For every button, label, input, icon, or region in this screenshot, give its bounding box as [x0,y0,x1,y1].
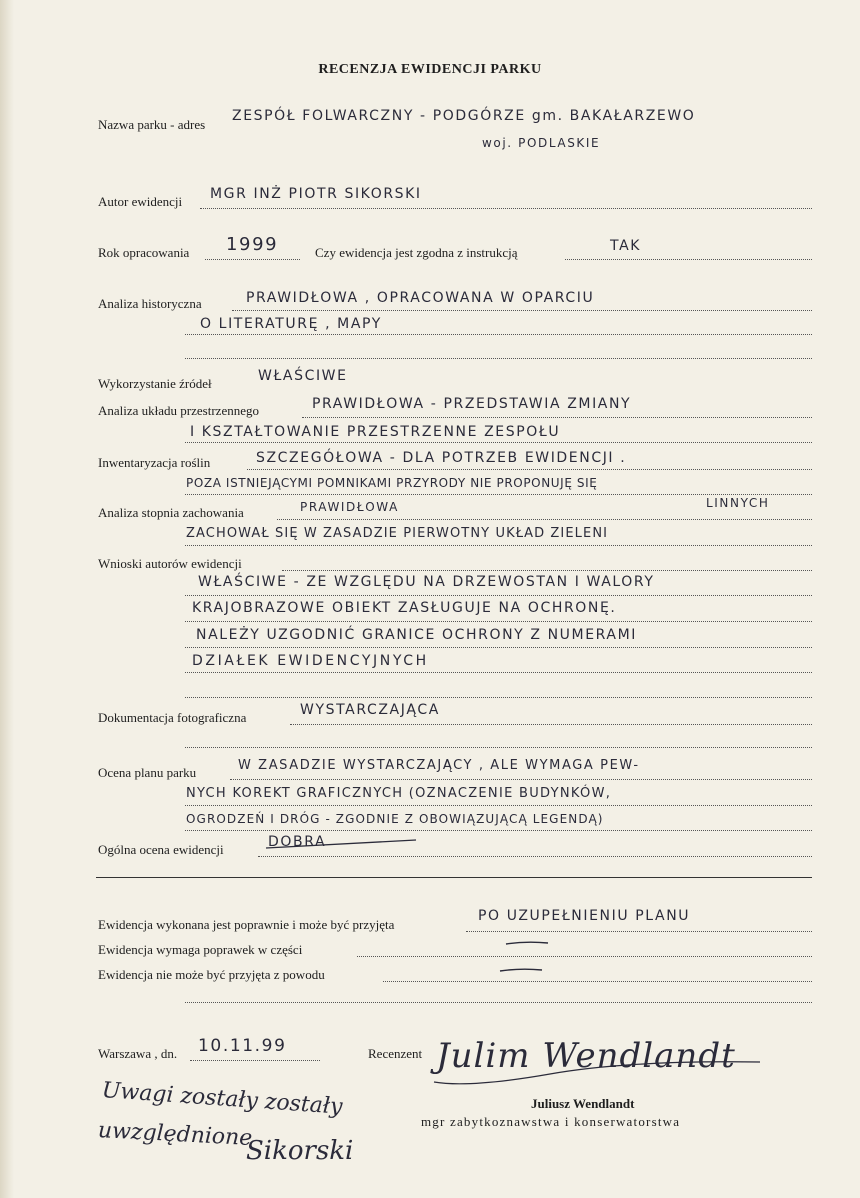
conclusions-line-3 [185,647,812,648]
plan-line-2 [185,805,812,806]
accepted-line [466,931,812,932]
corrections-line [357,956,812,957]
conclusions-line-0 [282,570,812,571]
historical-line-3 [185,358,812,359]
photo-doc-line-1 [290,724,812,725]
handwritten-note-line-2: uwzględnione [97,1118,253,1152]
rejected-line-2 [185,1002,812,1003]
conclusions-value-1: WŁAŚCIWE - ZE WZGLĘDU NA DRZEWOSTAN I WALORY [198,574,655,590]
photo-doc-line-2 [185,747,812,748]
conclusions-line-5 [185,697,812,698]
accepted-value: PO UZUPEŁNIENIU PLANU [478,908,691,924]
overall-value: DOBRA [268,834,327,850]
dash-mark-1 [504,936,550,952]
reviewer-name: Juliusz Wendlandt [531,1096,635,1111]
preservation-value-1b: LINNYCH [706,496,770,510]
plan-assessment-value-3: OGRODZEŃ I DRÓG - ZGODNIE Z OBOWIĄZUJĄCĄ LEGENDĄ) [186,812,604,826]
park-name-label: Nazwa parku - adres [98,117,206,132]
plan-assessment-label: Ocena planu parku [98,765,197,780]
historical-analysis-value-2: O LITERATURĘ , MAPY [200,316,382,332]
conclusions-line-4 [185,672,812,673]
preservation-value-2: ZACHOWAŁ SIĘ W ZASADZIE PIERWOTNY UKŁAD ZIELENI [186,526,609,541]
park-voivodeship-value: woj. PODLASKIE [482,136,601,150]
divider-line [96,877,812,878]
spatial-analysis-label: Analiza układu przestrzennego [98,403,259,418]
historical-line-1 [232,310,812,311]
spatial-analysis-value-1: PRAWIDŁOWA - PRZEDSTAWIA ZMIANY [312,396,632,412]
plan-assessment-value-1: W ZASADZIE WYSTARCZAJĄCY , ALE WYMAGA PEW- [238,758,640,773]
author-dotted-line [200,208,812,209]
sources-value: WŁAŚCIWE [258,368,348,384]
plan-line-3 [185,830,812,831]
accepted-label: Ewidencja wykonana jest poprawnie i może być przyjęta [98,917,395,932]
conclusions-label: Wnioski autorów ewidencji [98,556,242,571]
handwritten-note-line-1: Uwagi zostały zostały [101,1078,344,1120]
author-signature: Sikorski [246,1136,354,1166]
reviewer-label: Recenzent [368,1046,423,1061]
historical-analysis-label: Analiza historyczna [98,296,202,311]
dash-mark-2 [498,963,544,979]
plant-inventory-value-2: POZA ISTNIEJĄCYMI POMNIKAMI PRZYRODY NIE PROPONUJĘ SIĘ [186,476,598,490]
plant-inventory-value-1: SZCZEGÓŁOWA - DLA POTRZEB EWIDENCJI . [256,450,627,466]
strike-scribble [262,836,422,854]
reviewer-signature: Julim Wendlandt [436,1036,736,1076]
photo-doc-value: WYSTARCZAJĄCA [300,702,440,718]
park-name-value: ZESPÓŁ FOLWARCZNY - PODGÓRZE gm. BAKAŁARZEWO [232,108,696,124]
spatial-analysis-value-2: I KSZTAŁTOWANIE PRZESTRZENNE ZESPOŁU [190,424,561,440]
year-dotted-line [205,259,300,260]
author-label: Autor ewidencji [98,194,183,209]
plant-line-1 [247,469,812,470]
photo-doc-label: Dokumentacja fotograficzna [98,710,247,725]
author-value: MGR INŻ PIOTR SIKORSKI [210,186,422,202]
preservation-label: Analiza stopnia zachowania [98,505,244,520]
compliance-dotted-line [565,259,812,260]
conclusions-line-1 [185,595,812,596]
plant-line-2 [185,494,812,495]
year-value: 1999 [226,234,279,255]
preservation-line-1 [277,519,812,520]
paper-edge [0,0,14,1198]
place-date-label: Warszawa , dn. [98,1046,178,1061]
overall-label: Ogólna ocena ewidencji [98,842,224,857]
historical-analysis-value-1: PRAWIDŁOWA , OPRACOWANA W OPARCIU [246,290,595,306]
date-line [190,1060,320,1061]
rejected-label: Ewidencja nie może być przyjęta z powodu [98,967,325,982]
reviewer-title: mgr zabytkoznawstwa i konserwatorstwa [421,1114,681,1129]
spatial-line-1 [302,417,812,418]
corrections-label: Ewidencja wymaga poprawek w części [98,942,303,957]
conclusions-line-2 [185,621,812,622]
plan-line-1 [230,779,812,780]
compliance-value: TAK [610,238,642,254]
rejected-line-1 [383,981,812,982]
signature-flourish [430,1040,790,1095]
historical-line-2 [185,334,812,335]
compliance-label: Czy ewidencja jest zgodna z instrukcją [315,245,518,260]
sources-label: Wykorzystanie źródeł [98,376,212,391]
conclusions-value-3: NALEŻY UZGODNIĆ GRANICE OCHRONY Z NUMERAMI [196,627,637,643]
date-value: 10.11.99 [198,1036,287,1056]
preservation-line-2 [185,545,812,546]
year-label: Rok opracowania [98,245,190,260]
plan-assessment-value-2: NYCH KOREKT GRAFICZNYCH (OZNACZENIE BUDYNKÓW, [186,786,612,801]
spatial-line-2 [185,442,812,443]
plant-inventory-label: Inwentaryzacja roślin [98,455,211,470]
preservation-value-1: PRAWIDŁOWA [300,500,399,514]
form-title: RECENZJA EWIDENCJI PARKU [318,62,542,77]
conclusions-value-4: DZIAŁEK EWIDENCYJNYCH [192,653,429,669]
overall-line [258,856,812,857]
conclusions-value-2: KRAJOBRAZOWE OBIEKT ZASŁUGUJE NA OCHRONĘ. [192,600,617,616]
